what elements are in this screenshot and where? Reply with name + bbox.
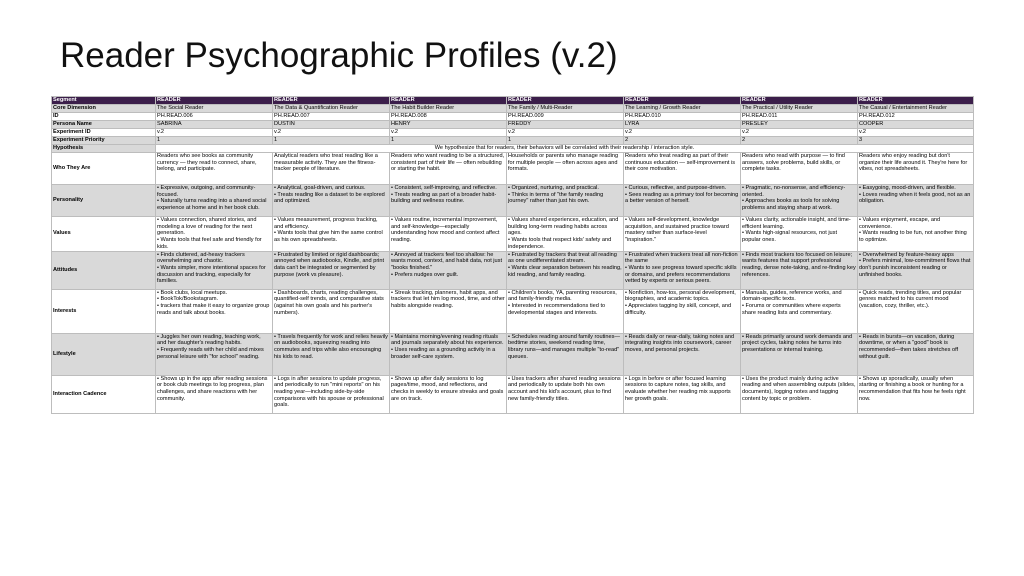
table-body	[52, 97, 974, 414]
row-label: Persona Name	[52, 121, 156, 129]
profile-row	[52, 289, 974, 333]
table-cell: v.2	[156, 129, 273, 137]
table-cell: Readers who want reading to be a structured, consistent part of their life — often rebuilding or starting the habit.	[390, 153, 507, 185]
table-cell: COOPER	[858, 121, 974, 129]
row-label: ID	[52, 113, 156, 121]
table-cell: PH.READ.010	[624, 113, 741, 121]
table-cell: • Values self-development, knowledge acquisition, and sustained practice toward mastery rather than surface-level "inspiration."	[624, 217, 741, 252]
row-label: Experiment Priority	[52, 137, 156, 145]
table-cell: • Analytical, goal-driven, and curious. • Treats reading like a dataset to be explored and optimized.	[273, 185, 390, 217]
segment-cell: READER	[273, 97, 390, 105]
table-cell: • Reads daily or near-daily, taking notes and integrating insights into coursework, career moves, and personal projects.	[624, 333, 741, 375]
table-cell: SABRINA	[156, 121, 273, 129]
table-cell: • Values clarity, actionable insight, and time-efficient learning. • Wants high-signal resources, not just popular ones.	[741, 217, 858, 252]
table-cell: • Reads in bursts—on vacation, during downtime, or when a "good" book is recommended—then takes stretches off without guilt.	[858, 333, 974, 375]
table-cell: • Manuals, guides, reference works, and domain-specific texts. • Forums or communities where experts share reading lists and commentary.	[741, 289, 858, 333]
table-cell: PH.READ.012	[858, 113, 974, 121]
meta-row	[52, 129, 974, 137]
table-cell: • Dashboards, charts, reading challenges, quantified-self trends, and comparative stats (against his own goals and his partner's numbers).	[273, 289, 390, 333]
table-cell: • Finds cluttered, ad-heavy trackers overwhelming and chaotic. • Wants simpler, more intentional spaces for discussion and tracking, especially for families.	[156, 251, 273, 289]
hypothesis-text: We hypothesize that for readers, their behaviors will be correlated with their readership / interaction style.	[156, 145, 974, 153]
table-cell: • Logs in before or after focused learning sessions to capture notes, tag skills, and evaluate whether her reading mix supports her growth goals.	[624, 375, 741, 413]
table-cell: • Schedules reading around family routines—bedtime stories, weekend reading time, library runs—and manages multiple "to-read" queues.	[507, 333, 624, 375]
table-cell: • Shows up after daily sessions to log pages/time, mood, and reflections, and checks in weekly to ensure streaks and goals are on track.	[390, 375, 507, 413]
table-cell: Readers who see books as community currency — they read to connect, share, belong, and participate.	[156, 153, 273, 185]
row-label: Interests	[52, 289, 156, 333]
table-cell: • Finds most trackers too focused on leisure; wants features that support professional reading, dense note-taking, and re-finding key references.	[741, 251, 858, 289]
row-label: Lifestyle	[52, 333, 156, 375]
slide-title: Reader Psychographic Profiles (v.2)	[60, 36, 618, 75]
table-cell: Readers who enjoy reading but don't organize their life around it. They're here for vibes, not spreadsheets.	[858, 153, 974, 185]
row-label: Interaction Cadence	[52, 375, 156, 413]
segment-cell: READER	[390, 97, 507, 105]
table-cell: • Values shared experiences, education, and building long-term reading habits across ages. • Wants tools that respect kids' safety and independence.	[507, 217, 624, 252]
table-cell: • Expressive, outgoing, and community-focused. • Naturally turns reading into a shared social experience at home and in her book club.	[156, 185, 273, 217]
table-cell: • Easygoing, mood-driven, and flexible. • Loves reading when it feels good, not as an obligation.	[858, 185, 974, 217]
table-cell: The Data & Quantification Reader	[273, 105, 390, 113]
segment-cell: READER	[858, 97, 974, 105]
table-cell: 2	[741, 137, 858, 145]
meta-row	[52, 105, 974, 113]
table-cell: • Book clubs, local meetups. • BookTok/Bookstagram. • trackers that make it easy to organize group reads and talk about books.	[156, 289, 273, 333]
table-cell: • Annoyed at trackers feel too shallow: he wants mood, context, and habit data, not just "books finished." • Prefers nudges over guilt.	[390, 251, 507, 289]
table-cell: 3	[858, 137, 974, 145]
segment-cell: READER	[624, 97, 741, 105]
table-cell: • Values routine, incremental improvement, and self-knowledge—especially understanding how mood and context affect reading.	[390, 217, 507, 252]
table-cell: • Shows up in the app after reading sessions or book club meetings to log progress, plan challenges, and share reactions with her community.	[156, 375, 273, 413]
table-cell: • Organized, nurturing, and practical. • Thinks in terms of "the family reading journey" rather than just his own.	[507, 185, 624, 217]
table-cell: • Reads primarily around work demands and project cycles, taking notes he turns into presentations or internal training.	[741, 333, 858, 375]
table-cell: • Children's books, YA, parenting resources, and family-friendly media. • Interested in recommendations tied to developmental stages and interests.	[507, 289, 624, 333]
table-cell: • Frustrated by trackers that treat all reading as one undifferentiated stream. • Wants clear separation between his reading, kid reading, and family reading.	[507, 251, 624, 289]
table-cell: LYRA	[624, 121, 741, 129]
profile-row	[52, 333, 974, 375]
profile-row	[52, 153, 974, 185]
profiles-table-container	[51, 96, 973, 414]
row-label: Who They Are	[52, 153, 156, 185]
table-cell: PH.READ.009	[507, 113, 624, 121]
table-cell: v.2	[741, 129, 858, 137]
table-cell: • Uses the product mainly during active reading and when assembling outputs (slides, documents), logging notes and tagging content by topic or problem.	[741, 375, 858, 413]
segment-cell: READER	[507, 97, 624, 105]
row-label: Values	[52, 217, 156, 252]
row-label-hypothesis: Hypothesis	[52, 145, 156, 153]
table-cell: 1	[273, 137, 390, 145]
table-cell: • Quick reads, trending titles, and popular genres matched to his current mood (vacation, cozy, thriller, etc.).	[858, 289, 974, 333]
segment-cell: READER	[741, 97, 858, 105]
table-cell: FREDDY	[507, 121, 624, 129]
meta-row	[52, 121, 974, 129]
table-cell: • Logs in after sessions to update progress, and periodically to run "mini reports" on his reading year—including side-by-side comparisons with his spouse or professional goals.	[273, 375, 390, 413]
table-cell: PRESLEY	[741, 121, 858, 129]
table-cell: • Streak tracking, planners, habit apps, and trackers that let him log mood, time, and other habits alongside reading.	[390, 289, 507, 333]
table-cell: • Nonfiction, how-tos, personal development, biographies, and academic topics. • Appreciates tagging by skill, concept, and difficulty.	[624, 289, 741, 333]
segment-header-row	[52, 97, 974, 105]
profile-row	[52, 217, 974, 252]
table-cell: • Consistent, self-improving, and reflective. • Treats reading as part of a broader habit-building and wellness routine.	[390, 185, 507, 217]
table-cell: v.2	[624, 129, 741, 137]
row-label: Experiment ID	[52, 129, 156, 137]
table-cell: PH.READ.007	[273, 113, 390, 121]
table-cell: HENRY	[390, 121, 507, 129]
table-cell: The Habit Builder Reader	[390, 105, 507, 113]
table-cell: 1	[507, 137, 624, 145]
table-cell: Analytical readers who treat reading like a measurable activity. They are the fitness-tracker people of literature.	[273, 153, 390, 185]
table-cell: • Uses trackers after shared reading sessions and periodically to update both his own account and his kid's account, plus to find new family-friendly titles.	[507, 375, 624, 413]
table-cell: 1	[156, 137, 273, 145]
table-cell: v.2	[390, 129, 507, 137]
meta-row	[52, 137, 974, 145]
table-cell: • Frustrated when trackers treat all non-fiction the same • Wants to see progress toward specific skills or domains, and prefers recommendations vetted by experts or serious peers.	[624, 251, 741, 289]
table-cell: • Overwhelmed by feature-heavy apps • Prefers minimal, low-commitment flows that don't punish inconsistent reading or unfinished books.	[858, 251, 974, 289]
table-cell: • Frustrated by limited or rigid dashboards; annoyed when audiobooks, Kindle, and print data can't be integrated or segmented by purpose (work vs pleasure).	[273, 251, 390, 289]
table-cell: • Maintains morning/evening reading rituals and journals separately about his experience. • Uses reading as a grounding activity in a broader self-care system.	[390, 333, 507, 375]
table-cell: The Family / Multi-Reader	[507, 105, 624, 113]
row-label: Core Dimension	[52, 105, 156, 113]
table-cell: • Travels frequently for work and relies heavily on audiobooks, squeezing reading into commutes and trips while also encouraging his kids to read.	[273, 333, 390, 375]
table-cell: v.2	[507, 129, 624, 137]
profile-row	[52, 185, 974, 217]
table-cell: v.2	[273, 129, 390, 137]
table-cell: Households or parents who manage reading for multiple people — often across ages and formats.	[507, 153, 624, 185]
table-cell: Readers who treat reading as part of their continuous education — self-improvement is their core motivation.	[624, 153, 741, 185]
profile-row	[52, 375, 974, 413]
table-cell: Readers who read with purpose — to find answers, solve problems, build skills, or complete tasks.	[741, 153, 858, 185]
profiles-table	[51, 96, 974, 414]
hypothesis-row	[52, 145, 974, 153]
table-cell: • Juggles her own reading, teaching work, and her daughter's reading habits. • Frequently reads with her child and mixes personal leisure with "for school" reading.	[156, 333, 273, 375]
table-cell: v.2	[858, 129, 974, 137]
table-cell: • Values measurement, progress tracking, and efficiency. • Wants tools that give him the same control as his own spreadsheets.	[273, 217, 390, 252]
row-label-segment: Segment	[52, 97, 156, 105]
table-cell: • Pragmatic, no-nonsense, and efficiency-oriented. • Approaches books as tools for solving problems and staying sharp at work.	[741, 185, 858, 217]
table-cell: PH.READ.006	[156, 113, 273, 121]
table-cell: 2	[624, 137, 741, 145]
segment-cell: READER	[156, 97, 273, 105]
table-cell: The Practical / Utility Reader	[741, 105, 858, 113]
row-label: Personality	[52, 185, 156, 217]
table-cell: • Values enjoyment, escape, and convenience. • Wants reading to be fun, not another thing to optimize.	[858, 217, 974, 252]
meta-row	[52, 113, 974, 121]
table-cell: The Learning / Growth Reader	[624, 105, 741, 113]
table-cell: DUSTIN	[273, 121, 390, 129]
profile-row	[52, 251, 974, 289]
row-label: Attitudes	[52, 251, 156, 289]
table-cell: 1	[390, 137, 507, 145]
table-cell: • Curious, reflective, and purpose-driven. • Sees reading as a primary tool for becoming a better version of herself.	[624, 185, 741, 217]
table-cell: The Social Reader	[156, 105, 273, 113]
table-cell: PH.READ.008	[390, 113, 507, 121]
table-cell: PH.READ.011	[741, 113, 858, 121]
table-cell: • Shows up sporadically, usually when starting or finishing a book or hunting for a recommendation that fits how he feels right now.	[858, 375, 974, 413]
table-cell: The Casual / Entertainment Reader	[858, 105, 974, 113]
table-cell: • Values connection, shared stories, and modeling a love of reading for the next generation. • Wants tools that feel safe and friendly for kids.	[156, 217, 273, 252]
